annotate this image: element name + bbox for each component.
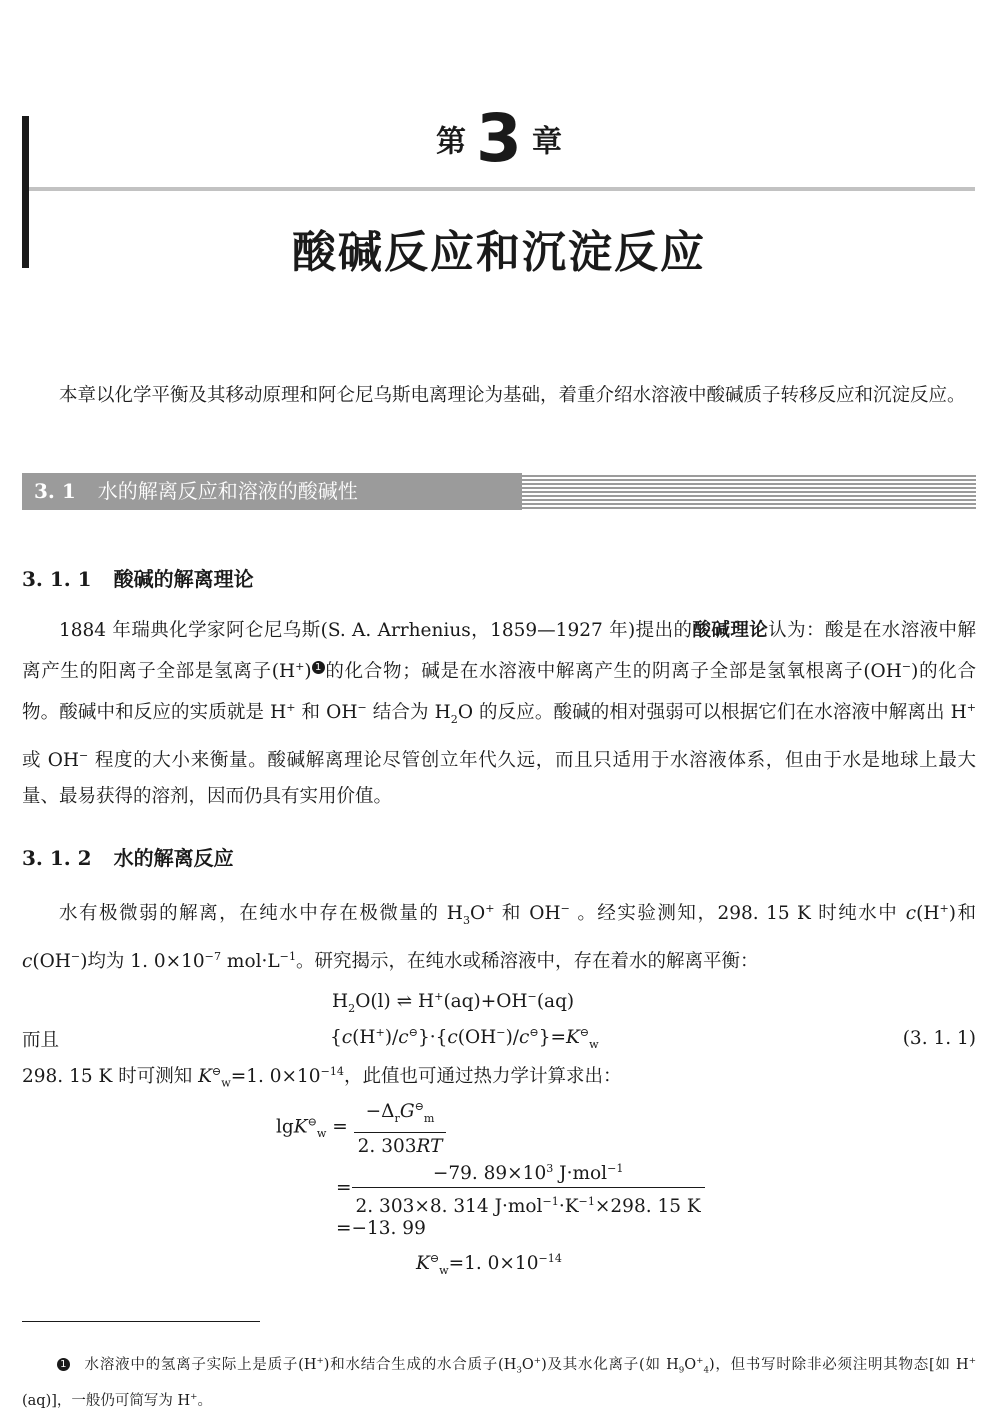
subsection-number: 3. 1. 2 (22, 846, 92, 870)
calc-final: $K^⊖_w=1$. $0\times 10^{-14}$ (416, 1252, 562, 1277)
section-title: 水的解离反应和溶液的酸碱性 (97, 479, 358, 503)
equation-reaction: $H_2O(l)$ ⇌ H+(aq)+OH−(aq) (332, 990, 575, 1015)
section-number: 3. 1 (34, 479, 76, 503)
footnote-marker[interactable]: 1 (312, 661, 325, 674)
section-stripes (522, 473, 976, 510)
footnote-rule (22, 1321, 260, 1322)
subsection-heading-1 (22, 563, 254, 592)
calc-step-3: =−13. 99 (336, 1218, 426, 1239)
equation-kw-definition: $\{c(H^+)/c^⊖\}\cdot\{c(OH^-)/c^⊖\}=K^⊖_w$ (330, 1026, 599, 1051)
chapter-number (0, 100, 998, 177)
intro-paragraph: 本章以化学平衡及其移动原理和阿仑尼乌斯电离理论为基础，着重介绍水溶液中酸碱质子转移反应和沉淀反应。 (59, 385, 966, 406)
equation-number: (3. 1. 1) (902, 1028, 976, 1049)
footnote: 1 水溶液中的氢离子实际上是质子(H+)和水结合生成的水合质子$(H_3O^+)$及其水化离子(如 $H_9O^+_4$)，但书写时除非必须注明其物态[如 H+(aq)]，一般仍可简写为 H+。 (22, 1356, 976, 1409)
equation-label: 而且 (22, 1030, 60, 1051)
arrhenius-paragraph: 1884 年瑞典化学家阿仑尼乌斯(S. A. Arrhenius，1859—1927 年)提出的酸碱理论认为：酸是在水溶液中解离产生的阳离子全部是氢离子(H+) 1 的化合物；碱是在水溶液中解离产生的阴离子全部是氢氧根离子(OH−)的化合物。酸碱中和反应的实质就是 H+ 和 OH− 结合为 $H_2O$ 的反应。酸碱的相对强弱可以根据它们在水溶液中解离出 H+ 或 OH− 程度的大小来衡量。酸碱解离理论尽管创立年代久远，而且只适用于水溶液体系，但由于水是地球上最大量、最易获得的溶剂，因而仍具有实用价值。 (22, 620, 977, 808)
subsection-heading-2 (22, 842, 234, 871)
chapter-title: 酸碱反应和沉淀反应 (292, 227, 706, 278)
footnote-mark: 1 (57, 1358, 70, 1371)
chapter-rule (29, 187, 975, 191)
water-dissociation-paragraph: 水有极微弱的解离，在纯水中存在极微量的 $H_3O^+$ 和 OH− 。经实验测知，298. 15 K 时纯水中 c(H+)和 c(OH−)均为 1. $0\times 10^{-7}$ $mol\cdot L^{-1}$。研究揭示，在纯水或稀溶液中，存在着水的解离平衡： (22, 902, 977, 972)
chapter-suffix: 章 (531, 124, 562, 160)
calc-step-1: lgK⊖$_w$ = $\frac{-\Delta_rG^⊖_m}{2. 303RT}$ (276, 1094, 446, 1161)
calc-step-2: = $\frac{-79. 89\times 10^3 J\cdot mol^{-1}}{2. 303\times 8. 314 J\cdot mol^{-1}\cdot K^{-1}\times 298. 15 K}$ (336, 1156, 705, 1221)
subsection-number: 3. 1. 1 (22, 567, 92, 591)
chapter-digit: 3 (476, 100, 522, 177)
subsection-title: 水的解离反应 (113, 846, 234, 870)
section-header (22, 473, 976, 510)
subsection-title: 酸碱的解离理论 (113, 567, 254, 591)
key-term: 酸碱理论 (692, 620, 769, 641)
chapter-prefix: 第 (436, 124, 467, 160)
kw-value-line: 298. 15 K 时可测知 $K^⊖_w=1$. $0\times 10^{-14}$，此值也可通过热力学计算求出： (22, 1064, 622, 1090)
